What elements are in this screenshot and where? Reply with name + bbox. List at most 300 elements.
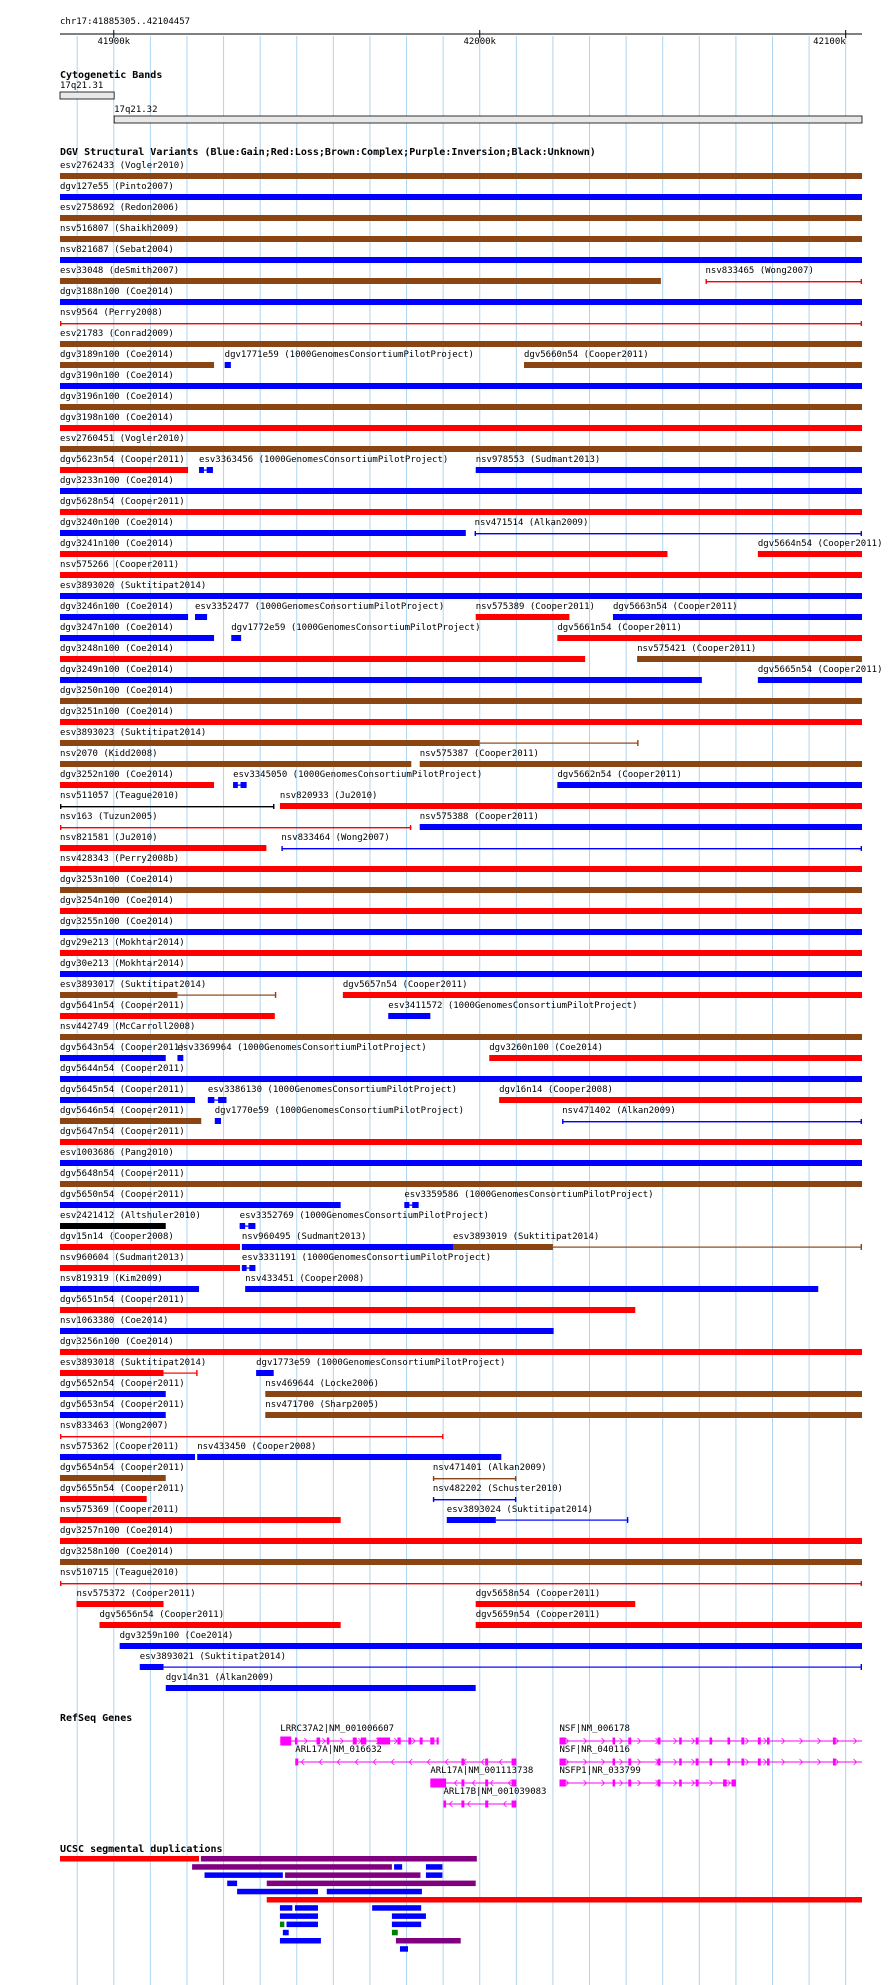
- gene-exon: [833, 1759, 836, 1766]
- dgv-feature-bar: [60, 299, 862, 305]
- dgv-feature-cap: [706, 279, 707, 284]
- dgv-feature-cap: [60, 321, 61, 326]
- gene-label: ARL17A|NM_016632: [295, 1745, 382, 1755]
- segdup-bar: [394, 1864, 402, 1870]
- dgv-feature-block: [248, 1223, 255, 1229]
- dgv-feature-thin: [60, 827, 411, 828]
- dgv-feature-bar: [60, 593, 862, 599]
- dgv-feature-label: esv3893020 (Suktitipat2014): [60, 581, 207, 591]
- dgv-feature-bar: [60, 866, 862, 872]
- dgv-feature-bar: [231, 635, 241, 641]
- dgv-feature-bar: [215, 1118, 221, 1124]
- dgv-feature-label: dgv3188n100 (Coe2014): [60, 287, 174, 297]
- dgv-feature-thin: [281, 848, 862, 849]
- dgv-feature-label: dgv3196n100 (Coe2014): [60, 392, 174, 402]
- segdup-bar: [280, 1913, 318, 1919]
- dgv-feature-bar: [197, 1454, 501, 1460]
- dgv-feature-label: esv2758692 (Redon2006): [60, 203, 180, 213]
- dgv-feature-bar: [60, 887, 862, 893]
- segdup-bar: [283, 1930, 289, 1936]
- segdup-bar: [227, 1881, 237, 1887]
- gene-exon: [295, 1738, 298, 1745]
- dgv-feature-cap: [433, 1476, 434, 1481]
- dgv-feature-label: nsv833464 (Wong2007): [281, 833, 390, 843]
- dgv-feature-bar: [60, 971, 862, 977]
- dgv-feature-bar: [76, 1601, 163, 1607]
- dgv-feature-bar: [388, 1013, 430, 1019]
- dgv-feature-label: dgv5656n54 (Cooper2011): [99, 1610, 225, 1620]
- dgv-feature-label: dgv5628n54 (Cooper2011): [60, 497, 185, 507]
- dgv-feature-bar: [60, 446, 862, 452]
- dgv-feature-label: dgv5647n54 (Cooper2011): [60, 1127, 185, 1137]
- dgv-feature-label: dgv3251n100 (Coe2014): [60, 707, 174, 717]
- dgv-feature-cap: [637, 740, 638, 746]
- dgv-feature-label: dgv16n14 (Cooper2008): [499, 1085, 613, 1095]
- dgv-feature-cap: [273, 804, 274, 809]
- dgv-feature-label: dgv127e55 (Pinto2007): [60, 182, 174, 192]
- dgv-feature-label: dgv1772e59 (1000GenomesConsortiumPilotProject): [231, 623, 481, 633]
- dgv-feature-cap: [861, 531, 862, 536]
- dgv-feature-label: nsv511057 (Teague2010): [60, 791, 180, 801]
- dgv-feature-label: nsv575369 (Cooper2011): [60, 1505, 180, 1515]
- dgv-feature-block: [404, 1202, 409, 1208]
- dgv-feature-label: dgv5655n54 (Cooper2011): [60, 1484, 185, 1494]
- dgv-feature-label: nsv516807 (Shaikh2009): [60, 224, 180, 234]
- dgv-feature-label: nsv471514 (Alkan2009): [474, 518, 589, 528]
- dgv-feature-label: nsv575387 (Cooper2011): [419, 749, 539, 759]
- dgv-feature-label: dgv3255n100 (Coe2014): [60, 917, 174, 927]
- dgv-feature-label: esv3352477 (1000GenomesConsortiumPilotProject): [195, 602, 445, 612]
- dgv-feature-label: esv3893017 (Suktitipat2014): [60, 980, 207, 990]
- dgv-feature-cap: [861, 1244, 862, 1250]
- dgv-feature-bar: [60, 257, 862, 263]
- dgv-feature-label: dgv5643n54 (Cooper2011): [60, 1043, 185, 1053]
- dgv-feature-label: dgv29e213 (Mokhtar2014): [60, 938, 185, 948]
- dgv-feature-label: nsv442749 (McCarroll2008): [60, 1022, 196, 1032]
- dgv-feature-thin: [60, 1436, 444, 1437]
- segmental-duplications-track: [60, 1843, 862, 1952]
- ruler-tick-label: 41900k: [97, 37, 131, 47]
- dgv-feature-bar: [557, 635, 862, 641]
- gene-exon: [628, 1759, 631, 1766]
- dgv-feature-label: esv2421412 (Altshuler2010): [60, 1211, 201, 1221]
- gene-exon: [361, 1738, 366, 1745]
- gene-exon: [295, 1759, 298, 1766]
- dgv-feature-bar: [60, 1559, 862, 1565]
- dgv-feature-bar: [476, 467, 862, 473]
- gene-label: NSF|NR_040116: [559, 1745, 630, 1755]
- gene-exon: [512, 1801, 517, 1808]
- dgv-feature-label: esv3331191 (1000GenomesConsortiumPilotProject): [241, 1253, 492, 1263]
- dgv-feature-bar: [60, 1118, 201, 1124]
- ruler-track: [60, 17, 862, 47]
- segdup-bar: [280, 1922, 284, 1928]
- gene-exon: [723, 1780, 727, 1787]
- dgv-feature-bar: [420, 824, 862, 830]
- dgv-feature-cap: [275, 992, 276, 998]
- refseq-track-title: RefSeq Genes: [60, 1713, 133, 1724]
- gene-exon: [317, 1738, 321, 1745]
- dgv-feature-bar: [195, 614, 207, 620]
- segdup-bar: [400, 1946, 408, 1952]
- dgv-feature-bar: [476, 1601, 636, 1607]
- dgv-feature-label: dgv15n14 (Cooper2008): [60, 1232, 174, 1242]
- dgv-feature-bar: [242, 1244, 455, 1250]
- dgv-feature-label: nsv833463 (Wong2007): [60, 1421, 169, 1431]
- dgv-feature-bar: [60, 1097, 195, 1103]
- dgv-feature-label: esv3893024 (Suktitipat2014): [446, 1505, 594, 1515]
- dgv-feature-bar: [453, 1244, 553, 1250]
- dgv-feature-bar: [60, 530, 466, 536]
- gene-exon: [485, 1801, 488, 1808]
- dgv-feature-label: esv33048 (deSmith2007): [60, 266, 180, 276]
- dgv-feature-label: dgv3246n100 (Coe2014): [60, 602, 174, 612]
- gene-exon: [613, 1780, 616, 1787]
- dgv-feature-bar: [60, 488, 862, 494]
- gene-exon: [613, 1759, 616, 1766]
- dgv-feature-label: dgv3240n100 (Coe2014): [60, 518, 174, 528]
- gene-exon: [741, 1738, 744, 1745]
- dgv-feature-label: nsv9564 (Perry2008): [60, 308, 163, 318]
- dgv-feature-bar: [60, 383, 862, 389]
- dgv-feature-label: dgv3253n100 (Coe2014): [60, 875, 174, 885]
- dgv-feature-cap: [515, 1497, 516, 1502]
- dgv-feature-label: dgv3233n100 (Coe2014): [60, 476, 174, 486]
- dgv-feature-label: dgv3256n100 (Coe2014): [60, 1337, 174, 1347]
- segdup-bar: [60, 1856, 199, 1862]
- position-label: chr17:41885305..42104457: [60, 17, 191, 27]
- segdup-bar: [237, 1889, 318, 1895]
- ruler-tick-label: 42000k: [463, 37, 496, 47]
- gene-exon: [353, 1738, 357, 1745]
- refseq-genes-track: [60, 1713, 862, 1808]
- dgv-feature-bar: [60, 1412, 166, 1418]
- dgv-feature-label: dgv5658n54 (Cooper2011): [475, 1589, 601, 1599]
- gene-exon: [420, 1738, 423, 1745]
- segdups-features: [60, 1856, 862, 1952]
- dgv-feature-tail: [164, 1373, 198, 1374]
- dgv-feature-cap: [861, 846, 862, 851]
- dgv-feature-bar: [60, 719, 862, 725]
- dgv-feature-bar: [60, 929, 862, 935]
- dgv-feature-label: dgv3254n100 (Coe2014): [60, 896, 174, 906]
- dgv-feature-label: esv3352769 (1000GenomesConsortiumPilotProject): [239, 1211, 489, 1221]
- dgv-feature-bar: [60, 1055, 166, 1061]
- dgv-feature-bar: [60, 425, 862, 431]
- dgv-feature-bar: [120, 1643, 862, 1649]
- segdup-bar: [327, 1889, 422, 1895]
- cytogenetic-bands-track: [60, 69, 862, 123]
- dgv-feature-label: dgv3249n100 (Coe2014): [60, 665, 174, 675]
- gene-exon: [512, 1759, 517, 1766]
- dgv-feature-cap: [410, 825, 411, 830]
- dgv-feature-block: [241, 782, 247, 788]
- dgv-feature-bar: [557, 782, 862, 788]
- dgv-feature-label: esv2762433 (Vogler2010): [60, 161, 185, 171]
- dgv-feature-bar: [476, 1622, 862, 1628]
- segdup-bar: [280, 1905, 292, 1911]
- gene-exon: [430, 1738, 434, 1745]
- dgv-feature-cap: [562, 1119, 563, 1124]
- gene-exon: [727, 1759, 730, 1766]
- dgv-feature-bar: [613, 614, 862, 620]
- dgv-feature-block: [199, 467, 204, 473]
- gene-exon: [658, 1759, 661, 1766]
- gene-exon: [758, 1759, 761, 1766]
- refseq-features: [280, 1724, 862, 1808]
- gene-exon: [767, 1738, 770, 1745]
- dgv-feature-bar: [60, 761, 411, 767]
- dgv-feature-bar: [60, 1202, 341, 1208]
- segdup-bar: [205, 1872, 283, 1878]
- segdup-bar: [426, 1872, 442, 1878]
- dgv-feature-block: [242, 1265, 247, 1271]
- segdup-bar: [267, 1897, 862, 1903]
- dgv-feature-label: dgv3241n100 (Coe2014): [60, 539, 174, 549]
- dgv-feature-block: [218, 1097, 226, 1103]
- dgv-feature-label: nsv163 (Tuzun2005): [60, 812, 158, 822]
- dgv-feature-bar: [60, 635, 214, 641]
- segdup-bar: [287, 1922, 318, 1928]
- dgv-feature-label: dgv1773e59 (1000GenomesConsortiumPilotProject): [256, 1358, 506, 1368]
- dgv-feature-label: nsv510715 (Teague2010): [60, 1568, 180, 1578]
- dgv-feature-bar: [60, 1244, 240, 1250]
- segdup-bar: [392, 1930, 398, 1936]
- dgv-feature-bar: [343, 992, 862, 998]
- dgv-feature-cap: [60, 804, 61, 809]
- dgv-feature-tail: [164, 1667, 862, 1668]
- segdup-bar: [267, 1881, 476, 1887]
- dgv-feature-label: esv2760451 (Vogler2010): [60, 434, 185, 444]
- dgv-feature-block: [233, 782, 238, 788]
- dgv-feature-label: nsv471401 (Alkan2009): [432, 1463, 547, 1473]
- dgv-feature-bar: [60, 1538, 862, 1544]
- dgv-feature-block: [207, 467, 213, 473]
- dgv-feature-label: dgv5650n54 (Cooper2011): [60, 1190, 185, 1200]
- dgv-feature-label: dgv3198n100 (Coe2014): [60, 413, 174, 423]
- dgv-feature-label: nsv482202 (Schuster2010): [432, 1484, 563, 1494]
- dgv-feature-cap: [515, 1476, 516, 1481]
- dgv-feature-label: dgv5644n54 (Cooper2011): [60, 1064, 185, 1074]
- dgv-feature-cap: [60, 825, 61, 830]
- dgv-feature-label: nsv821581 (Ju2010): [60, 833, 158, 843]
- dgv-feature-label: esv3359586 (1000GenomesConsortiumPilotProject): [404, 1190, 654, 1200]
- dgv-feature-bar: [60, 1013, 275, 1019]
- dgv-feature-label: nsv575362 (Cooper2011): [60, 1442, 180, 1452]
- dgv-feature-cap: [60, 1434, 61, 1439]
- dgv-feature-block: [249, 1265, 255, 1271]
- dgv-feature-bar: [60, 173, 862, 179]
- dgv-feature-bar: [60, 1517, 341, 1523]
- dgv-feature-bar: [60, 1286, 199, 1292]
- dgv-feature-label: esv3893023 (Suktitipat2014): [60, 728, 207, 738]
- dgv-feature-cap: [475, 531, 476, 536]
- dgv-feature-bar: [60, 1160, 862, 1166]
- dgv-feature-label: dgv5654n54 (Cooper2011): [60, 1463, 185, 1473]
- dgv-feature-label: esv1003686 (Pang2010): [60, 1148, 174, 1158]
- dgv-feature-bar: [60, 656, 585, 662]
- dgv-feature-label: dgv3259n100 (Coe2014): [119, 1631, 234, 1641]
- dgv-feature-bar: [280, 803, 862, 809]
- segdups-track-title: UCSC segmental duplications: [60, 1844, 223, 1855]
- dgv-feature-label: dgv3247n100 (Coe2014): [60, 623, 174, 633]
- dgv-feature-label: dgv5623n54 (Cooper2011): [60, 455, 185, 465]
- dgv-feature-label: dgv5645n54 (Cooper2011): [60, 1085, 185, 1095]
- gene-exon: [377, 1738, 390, 1745]
- dgv-feature-thin: [60, 806, 274, 807]
- dgv-structural-variants-track: [60, 146, 882, 1691]
- dgv-feature-label: dgv5657n54 (Cooper2011): [342, 980, 468, 990]
- gene-exon: [280, 1737, 291, 1746]
- gene-exon: [560, 1738, 566, 1745]
- dgv-feature-cap: [861, 279, 862, 284]
- dgv-feature-label: dgv5651n54 (Cooper2011): [60, 1295, 185, 1305]
- gene-exon: [696, 1780, 699, 1787]
- dgv-feature-label: nsv575266 (Cooper2011): [60, 560, 180, 570]
- gene-exon: [758, 1738, 761, 1745]
- dgv-feature-label: nsv471402 (Alkan2009): [562, 1106, 676, 1116]
- dgv-feature-thin: [60, 1583, 862, 1584]
- gene-exon: [461, 1780, 464, 1787]
- gene-exon: [696, 1738, 699, 1745]
- dgv-feature-label: dgv3250n100 (Coe2014): [60, 686, 174, 696]
- dgv-feature-label: nsv819319 (Kim2009): [60, 1274, 163, 1284]
- dgv-feature-bar: [100, 1622, 341, 1628]
- dgv-feature-label: nsv978553 (Sudmant2013): [475, 455, 601, 465]
- gene-exon: [679, 1759, 682, 1766]
- segdup-bar: [280, 1938, 321, 1944]
- dgv-feature-label: nsv575421 (Cooper2011): [637, 644, 757, 654]
- dgv-feature-label: esv3411572 (1000GenomesConsortiumPilotProject): [388, 1001, 638, 1011]
- dgv-feature-block: [208, 1097, 215, 1103]
- gene-exon: [628, 1780, 631, 1787]
- gene-exon: [461, 1801, 464, 1808]
- gene-exon: [560, 1759, 566, 1766]
- dgv-feature-label: dgv3248n100 (Coe2014): [60, 644, 174, 654]
- dgv-feature-label: dgv5648n54 (Cooper2011): [60, 1169, 185, 1179]
- gene-exon: [658, 1738, 661, 1745]
- gene-exon: [408, 1738, 411, 1745]
- dgv-feature-bar: [60, 614, 188, 620]
- dgv-feature-label: nsv471700 (Sharp2005): [265, 1400, 380, 1410]
- dgv-feature-label: nsv575388 (Cooper2011): [419, 812, 539, 822]
- gene-exon: [727, 1738, 730, 1745]
- gene-exon: [485, 1780, 488, 1787]
- dgv-feature-label: dgv5662n54 (Cooper2011): [557, 770, 682, 780]
- dgv-feature-label: esv3893018 (Suktitipat2014): [60, 1358, 207, 1368]
- dgv-feature-bar: [60, 1307, 635, 1313]
- dgv-feature-cap: [861, 321, 862, 326]
- dgv-feature-bar: [499, 1097, 862, 1103]
- segdup-bar: [426, 1864, 442, 1870]
- dgv-feature-bar: [524, 362, 862, 368]
- ruler-ticks: [98, 30, 847, 47]
- cyto-band: [114, 116, 862, 123]
- dgv-feature-label: esv21783 (Conrad2009): [60, 329, 174, 339]
- dgv-feature-bar: [60, 1265, 240, 1271]
- dgv-feature-thin: [433, 1478, 516, 1479]
- dgv-feature-bar: [60, 278, 661, 284]
- dgv-feature-label: dgv5659n54 (Cooper2011): [475, 1610, 601, 1620]
- gene-label: ARL17A|NM_001113738: [430, 1766, 534, 1776]
- dgv-feature-label: nsv821687 (Sebat2004): [60, 245, 174, 255]
- dgv-feature-bar: [265, 1412, 862, 1418]
- dgv-feature-bar: [60, 194, 862, 200]
- cyto-band-label: 17q21.31: [60, 81, 104, 91]
- gene-exon: [833, 1738, 836, 1745]
- dgv-features: [60, 161, 882, 1691]
- dgv-feature-bar: [489, 1055, 862, 1061]
- dgv-feature-label: dgv5664n54 (Cooper2011): [757, 539, 883, 549]
- cyto-track-title: Cytogenetic Bands: [60, 70, 163, 81]
- gene-exon: [327, 1738, 330, 1745]
- dgv-feature-tail: [553, 1247, 862, 1248]
- cyto-bands: [60, 81, 862, 123]
- dgv-feature-label: esv3893021 (Suktitipat2014): [139, 1652, 287, 1662]
- dgv-feature-bar: [60, 1391, 166, 1397]
- dgv-feature-label: dgv5641n54 (Cooper2011): [60, 1001, 185, 1011]
- dgv-feature-cap: [433, 1497, 434, 1502]
- dgv-feature-bar: [60, 992, 177, 998]
- dgv-feature-label: dgv3190n100 (Coe2014): [60, 371, 174, 381]
- dgv-feature-thin: [706, 281, 862, 282]
- dgv-feature-label: dgv5652n54 (Cooper2011): [60, 1379, 185, 1389]
- dgv-feature-label: dgv3260n100 (Coe2014): [489, 1043, 604, 1053]
- gene-label: ARL17B|NM_001039083: [443, 1787, 547, 1797]
- dgv-feature-bar: [60, 236, 862, 242]
- dgv-feature-label: nsv469644 (Locke2006): [265, 1379, 380, 1389]
- gene-exon: [512, 1780, 517, 1787]
- dgv-feature-label: dgv5665n54 (Cooper2011): [757, 665, 883, 675]
- dgv-feature-cap: [861, 1664, 862, 1670]
- dgv-feature-label: esv3386130 (1000GenomesConsortiumPilotProject): [207, 1085, 458, 1095]
- dgv-feature-label: nsv433450 (Cooper2008): [197, 1442, 317, 1452]
- dgv-feature-bar: [476, 614, 570, 620]
- dgv-feature-cap: [196, 1370, 197, 1376]
- dgv-feature-bar: [60, 467, 188, 473]
- dgv-feature-label: esv3369964 (1000GenomesConsortiumPilotProject): [177, 1043, 427, 1053]
- gene-exon: [461, 1759, 464, 1766]
- dgv-feature-bar: [60, 1370, 164, 1376]
- dgv-feature-tail: [496, 1520, 628, 1521]
- cyto-band: [60, 92, 114, 99]
- dgv-feature-bar: [265, 1391, 862, 1397]
- dgv-feature-cap: [60, 1581, 61, 1586]
- dgv-feature-bar: [60, 677, 702, 683]
- dgv-feature-cap: [281, 846, 282, 851]
- dgv-feature-label: esv3893019 (Suktitipat2014): [453, 1232, 600, 1242]
- gene-exon: [560, 1780, 566, 1787]
- segdup-bar: [372, 1905, 421, 1911]
- dgv-feature-label: nsv820933 (Ju2010): [279, 791, 378, 801]
- dgv-feature-label: dgv1770e59 (1000GenomesConsortiumPilotProject): [214, 1106, 465, 1116]
- gene-exon: [696, 1759, 699, 1766]
- segdup-bar: [396, 1938, 461, 1944]
- dgv-feature-bar: [758, 677, 862, 683]
- dgv-feature-bar: [60, 845, 266, 851]
- gene-exon: [741, 1759, 744, 1766]
- dgv-feature-thin: [433, 1499, 516, 1500]
- gene-label: LRRC37A2|NM_001006607: [280, 1724, 395, 1734]
- dgv-feature-bar: [60, 908, 862, 914]
- dgv-feature-bar: [140, 1664, 164, 1670]
- dgv-feature-bar: [60, 1349, 862, 1355]
- dgv-feature-cap: [442, 1434, 443, 1439]
- segdup-bar: [392, 1913, 426, 1919]
- gene-exon: [613, 1738, 616, 1745]
- gene-exon: [485, 1759, 488, 1766]
- dgv-feature-bar: [60, 1328, 554, 1334]
